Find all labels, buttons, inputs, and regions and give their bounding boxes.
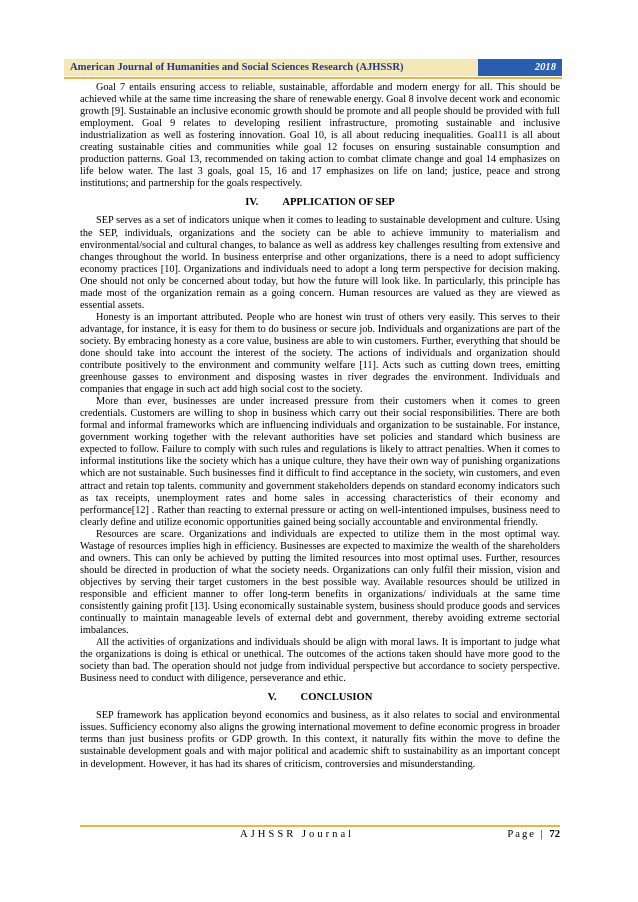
section-title: APPLICATION OF SEP (282, 197, 395, 209)
paragraph: Goal 7 entails ensuring access to reliable, sustainable, affordable and modern energy for all. This should be achieved while at the same time increasing the share of renewable energy. Goal 8 involve decent work and economic growth [9]. Sustainable an inclusive economic growth should be promote and all people should be provided with full employment. Goal 9 relates to developing resilient infrastructure, promoting sustainable and inclusive industrialization as well as fostering innovation. Goal 10, is all about reducing inequalities. Goal11 is all about creating sustainable cities and communities while goal 12 focuses on ensuring sustainable consumption and production patterns. Goal 13, recommended on taking action to combat climate change and goal 14 emphasizes on life below water. The last 3 goals, goal 15, 16 and 17 emphasizes on life on land; justice, peace and strong institutions; and partnership for the goals respectively. (80, 82, 560, 190)
running-header (64, 59, 562, 76)
running-footer (80, 829, 560, 840)
paragraph: More than ever, businesses are under increased pressure from their customers when it comes to green credentials. Customers are willing to shop in business which carry out their social responsibilities. There are both formal and informal frameworks which are influencing individuals and organization to be sustainable. For instance, government working together with the relevant authorities have set policies and standard which business are expected to follow. Failure to comply with such rules and regulations is likely to attract penalties. When it comes to informal institutions like the society which has a unique culture, they have their own way of punishing organizations which are not sustainable. Such businesses find it difficult to find acceptance in the society, win customers, and even attract and retain top talents. community and government stakeholders depends on standard economy indicators such as tax receipts, unemployment rates and home sales in accessing characteristics of their economy and performance[12] . Rather than reacting to external pressure or acting on well-intentioned impulses, business need to clearly define and utilize economic opportunities gained being socially accountable and environmental friendly. (80, 396, 560, 528)
journal-title: American Journal of Humanities and Social Sciences Research (AJHSSR) (64, 59, 478, 76)
publication-year: 2018 (478, 59, 562, 76)
section-number: V. (267, 692, 277, 704)
paragraph: SEP framework has application beyond economics and business, as it also relates to social and environmental issues. Sufficiency economy also aligns the growing international movement to define economic progress in broader terms than just business profits or GDP growth. In this context, it naturally fits within the move to define the sustainable development goals and with major political and academic shift to sustainability as an important concept in development. However, it has had its shares of criticism, controversies and misunderstanding. (80, 710, 560, 770)
footer-divider (80, 825, 560, 827)
paragraph: SEP serves as a set of indicators unique when it comes to leading to sustainable development and culture. Using the SEP, individuals, organizations and the society can be able to achieve immunity to materialism and environmental/social and cultural changes, to balance as well as address key challenges resulting from extensive and changes throughout the world. In business enterprise and other organizations, there is a need to adopt sufficiency economy practices [10]. Organizations and individuals need to adopt a long term perspective for decision making. One should not only be concerned about today, but how the future will look like. In particularly, this principle has made most of the organization remain as a going concern. Human resources are valued as they are viewed as essential assets. (80, 215, 560, 311)
footer-journal: AJHSSR Journal (240, 829, 355, 840)
header-divider (64, 77, 562, 79)
section-number: IV. (245, 197, 259, 209)
section-heading (80, 197, 560, 209)
section-title: CONCLUSION (300, 692, 373, 704)
page-label: Page | (507, 829, 545, 840)
paragraph: Honesty is an important attributed. People who are honest win trust of others very easily. This serves to their advantage, for instance, it is easy for them to do business or secure job. Individuals and organizations are part of the society. By embracing honesty as a core value, business are able to win customers. Further, everything that should be done should take into account the interest of the society. The actions of individuals and organization should contribute positively to the environment and community welfare [11]. Acts such as cutting down trees, emitting greenhouse gasses to environment and disposing wastes in river degrades the environment. Individuals and companies that engage in such act add high social cost to the society. (80, 311, 560, 396)
page-number (507, 829, 560, 840)
article-body (80, 82, 560, 771)
paragraph: All the activities of organizations and individuals should be align with moral laws. It is important to judge what the organizations is doing is ethical or unethical. The outcomes of the actions taken should have more good to the society than bad. The operation should not judge from individual perspective but accordance to society perspective. Business need to conduct with diligence, perseverance and ethic. (80, 637, 560, 685)
section-heading (80, 692, 560, 704)
paragraph: Resources are scare. Organizations and individuals are expected to utilize them in the most optimal way. Wastage of resources implies high in efficiency. Businesses are expected to maximize the wealth of the shareholders and owners. This can only be achieved by putting the limited resources into most optimal uses. Further, resources should be directed in production of what the society needs. Organizations can only fulfil their mission, vision and objectives by serving their target customers in the best possible way. Available resources should be utilized in responsible and efficient manner to offer long-term benefits in organizations/ individuals at the same time consistently gaining profit [13]. Using economically sustainable system, business should produce goods and services continually to maintain manageable levels of external debt and government, thereby avoiding extreme sectorial imbalances. (80, 528, 560, 637)
page-number-value: 72 (549, 829, 560, 840)
